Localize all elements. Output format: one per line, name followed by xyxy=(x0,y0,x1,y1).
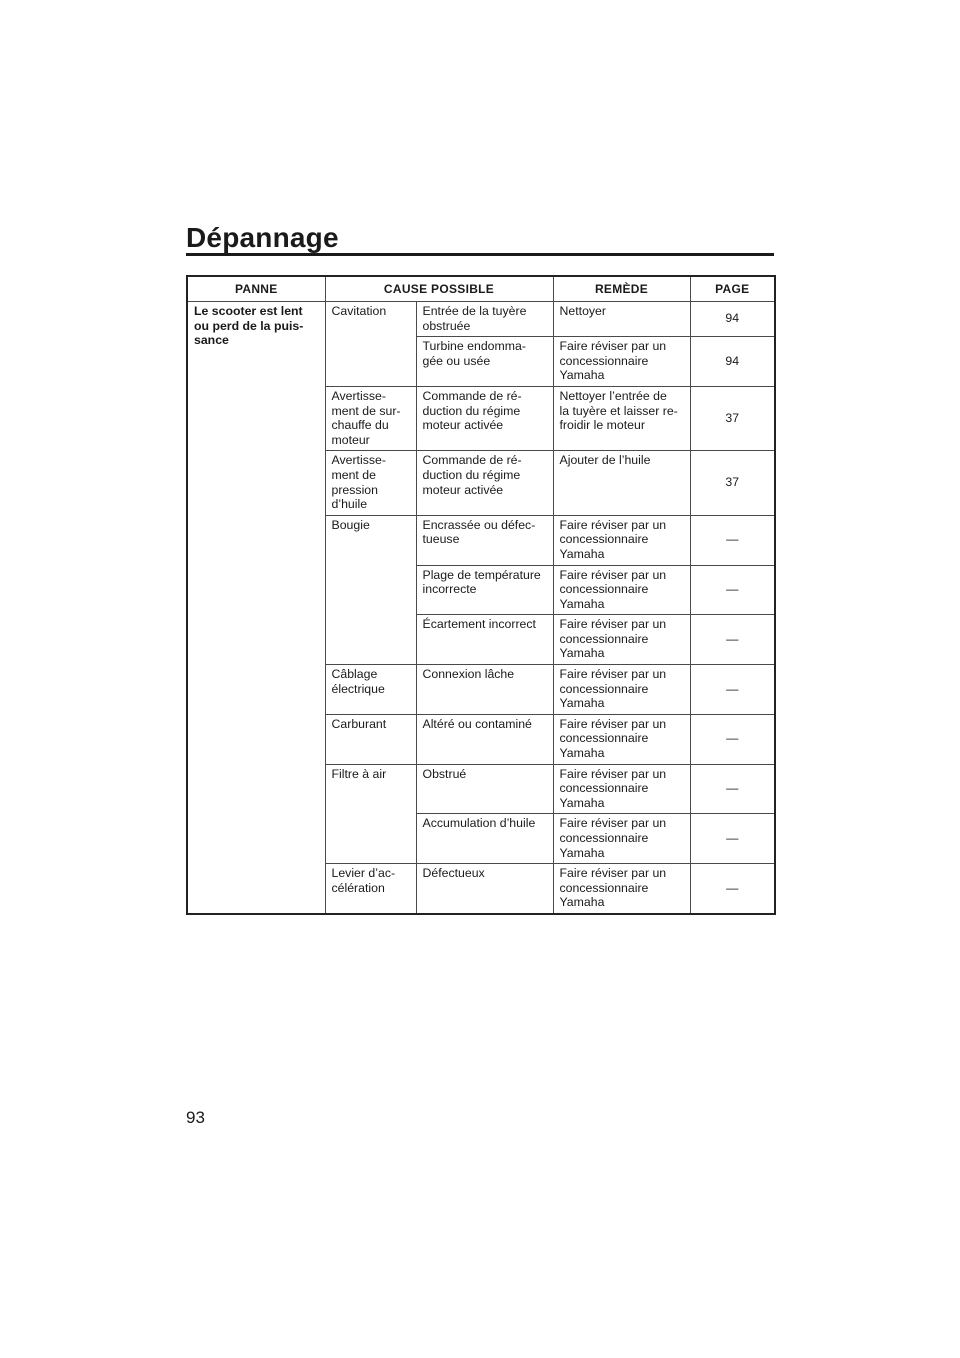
table-row xyxy=(187,302,775,337)
page-number: 93 xyxy=(186,1108,205,1127)
page-cell: — xyxy=(690,665,775,715)
remedy-cell: Faire réviser par un concessionnaire Yamaha xyxy=(553,714,690,764)
remedy-cell: Faire réviser par un concessionnaire Yamaha xyxy=(553,814,690,864)
title-rule xyxy=(186,253,774,256)
detail-cell: Entrée de la tuyère obstruée xyxy=(416,302,553,337)
remedy-cell: Faire réviser par un concessionnaire Yamaha xyxy=(553,764,690,814)
cause-cell: Avertisse- ment de pression d’huile xyxy=(325,451,416,515)
page-cell: — xyxy=(690,714,775,764)
page-cell: 37 xyxy=(690,451,775,515)
troubleshooting-table xyxy=(186,275,776,915)
detail-cell: Altéré ou contaminé xyxy=(416,714,553,764)
page-cell: — xyxy=(690,615,775,665)
remedy-cell: Nettoyer l’entrée de la tuyère et laisser re- froidir le moteur xyxy=(553,386,690,450)
detail-cell: Plage de température incorrecte xyxy=(416,565,553,615)
detail-cell: Obstrué xyxy=(416,764,553,814)
remedy-cell: Faire réviser par un concessionnaire Yamaha xyxy=(553,864,690,914)
page-cell: — xyxy=(690,764,775,814)
page-cell: — xyxy=(690,814,775,864)
cause-cell: Cavitation xyxy=(325,302,416,387)
detail-cell: Encrassée ou défec- tueuse xyxy=(416,515,553,565)
table-body xyxy=(187,302,775,914)
cause-cell: Levier d’ac- célération xyxy=(325,864,416,914)
header-page: PAGE xyxy=(690,276,775,302)
fault-cell: Le scooter est lent ou perd de la puis- sance xyxy=(187,302,325,914)
page-cell: — xyxy=(690,864,775,914)
page-cell: 37 xyxy=(690,386,775,450)
cause-cell: Filtre à air xyxy=(325,764,416,864)
remedy-cell: Ajouter de l’huile xyxy=(553,451,690,515)
detail-cell: Connexion lâche xyxy=(416,665,553,715)
page-cell: 94 xyxy=(690,337,775,387)
remedy-cell: Faire réviser par un concessionnaire Yamaha xyxy=(553,615,690,665)
remedy-cell: Faire réviser par un concessionnaire Yamaha xyxy=(553,565,690,615)
cause-cell: Câblage électrique xyxy=(325,665,416,715)
remedy-cell: Faire réviser par un concessionnaire Yamaha xyxy=(553,515,690,565)
detail-cell: Turbine endomma- gée ou usée xyxy=(416,337,553,387)
page-cell: 94 xyxy=(690,302,775,337)
detail-cell: Défectueux xyxy=(416,864,553,914)
detail-cell: Écartement incorrect xyxy=(416,615,553,665)
detail-cell: Accumulation d’huile xyxy=(416,814,553,864)
detail-cell: Commande de ré- duction du régime moteur activée xyxy=(416,451,553,515)
cause-cell: Carburant xyxy=(325,714,416,764)
header-remedy: REMÈDE xyxy=(553,276,690,302)
page-cell: — xyxy=(690,565,775,615)
page-cell: — xyxy=(690,515,775,565)
remedy-cell: Faire réviser par un concessionnaire Yamaha xyxy=(553,665,690,715)
table-header-row xyxy=(187,276,775,302)
detail-cell: Commande de ré- duction du régime moteur activée xyxy=(416,386,553,450)
header-cause: CAUSE POSSIBLE xyxy=(325,276,553,302)
page-title: Dépannage xyxy=(186,222,339,253)
remedy-cell: Nettoyer xyxy=(553,302,690,337)
header-fault: PANNE xyxy=(187,276,325,302)
cause-cell: Avertisse- ment de sur- chauffe du moteur xyxy=(325,386,416,450)
remedy-cell: Faire réviser par un concessionnaire Yamaha xyxy=(553,337,690,387)
cause-cell: Bougie xyxy=(325,515,416,664)
